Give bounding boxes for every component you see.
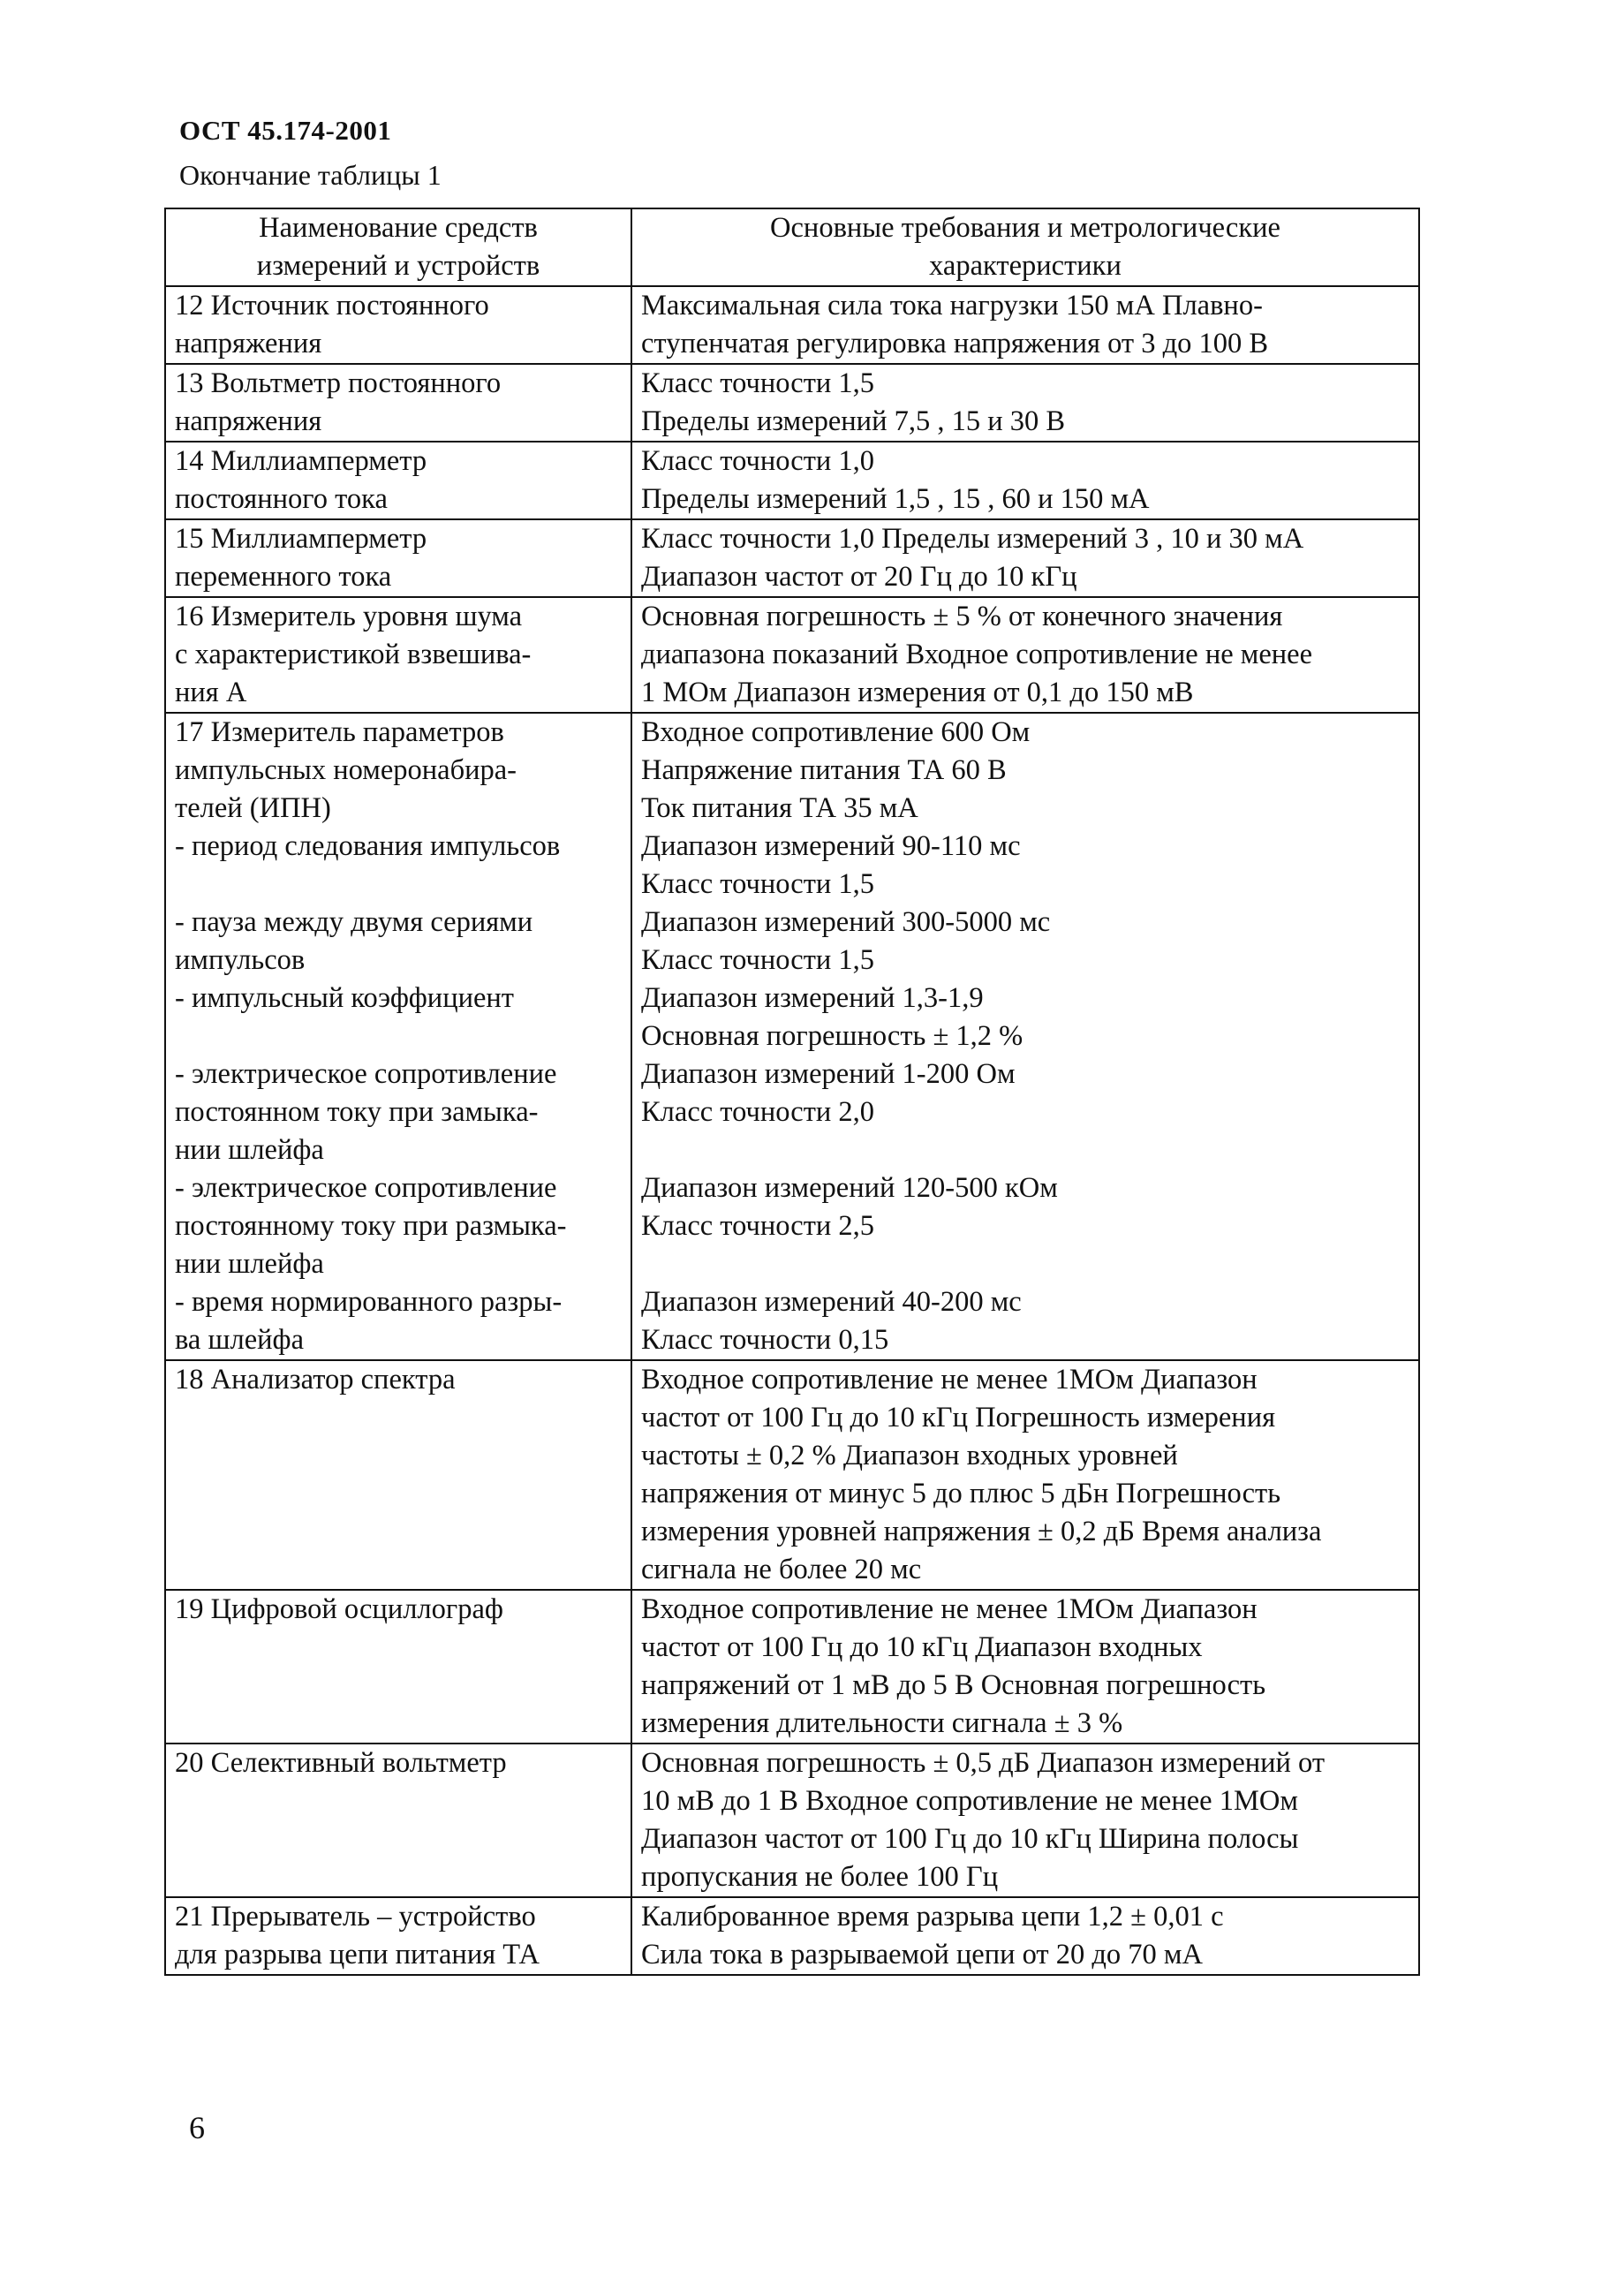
cell-line: 18 Анализатор спектра [175,1364,456,1396]
cell-line: Диапазон измерений 120-500 кОм [641,1172,1058,1204]
table-row [165,286,1419,364]
cell-line: напряжений от 1 мВ до 5 В Основная погрешность [641,1669,1266,1701]
cell-line: напряжения от минус 5 до плюс 5 дБн Погрешность [641,1478,1281,1509]
cell-line: 14 Миллиамперметр [175,445,427,477]
cell-line: - импульсный коэффициент [175,982,515,1014]
measurement-instruments-table [164,208,1420,1976]
cell-line: - пауза между двумя сериями [175,906,533,938]
cell-line: Диапазон измерений 1-200 Ом [641,1058,1016,1090]
cell-line: 17 Измеритель параметров [175,716,504,748]
document-code: ОСТ 45.174-2001 [179,115,392,146]
cell-line: Входное сопротивление не менее 1МОм Диапазон [641,1364,1258,1396]
cell-line: 10 мВ до 1 В Входное сопротивление не менее 1МОм [641,1785,1298,1817]
cell-line: Основная погрешность ± 1,2 % [641,1020,1023,1052]
cell-line: - время нормированного разры- [175,1286,563,1318]
instrument-name-cell [165,1897,631,1975]
page-number: 6 [189,2110,205,2145]
cell-line: Класс точности 1,0 Пределы измерений 3 , 10 и 30 мА [641,523,1304,555]
cell-line: характеристики [929,250,1122,282]
table-row [165,1897,1419,1975]
requirements-cell [631,519,1419,597]
cell-line: Максимальная сила тока нагрузки 150 мА Плавно- [641,290,1263,321]
cell-line: измерения уровней напряжения ± 0,2 дБ Время анализа [641,1516,1322,1547]
table-row [165,364,1419,442]
cell-line: диапазона показаний Входное сопротивление не менее [641,639,1313,670]
cell-line: частоты ± 0,2 % Диапазон входных уровней [641,1440,1178,1471]
cell-line: 15 Миллиамперметр [175,523,427,555]
cell-line: Пределы измерений 7,5 , 15 и 30 В [641,405,1066,437]
cell-line: Входное сопротивление не менее 1МОм Диапазон [641,1593,1258,1625]
cell-line: постоянному току при размыка- [175,1210,567,1242]
blank-line [175,866,622,904]
cell-line: Диапазон частот от 100 Гц до 10 кГц Ширина полосы [641,1823,1299,1855]
requirements-cell [631,442,1419,519]
cell-line: нии шлейфа [175,1248,324,1280]
cell-line: Ток питания ТА 35 мА [641,792,918,824]
instrument-name-cell [165,442,631,519]
header-requirements [631,208,1419,286]
cell-line: Класс точности 1,5 [641,868,875,900]
cell-line: ступенчатая регулировка напряжения от 3 до 100 В [641,328,1269,359]
requirements-cell [631,1590,1419,1744]
cell-line: Диапазон измерений 40-200 мс [641,1286,1022,1318]
table-body [165,286,1419,1975]
cell-line: импульсов [175,944,306,976]
cell-line: Класс точности 2,5 [641,1210,875,1242]
table-row [165,1360,1419,1590]
instrument-name-cell [165,519,631,597]
cell-line: постоянном току при замыка- [175,1096,539,1128]
cell-line: Наименование средств [259,212,538,244]
cell-line: телей (ИПН) [175,792,331,824]
cell-line: частот от 100 Гц до 10 кГц Погрешность измерения [641,1402,1276,1433]
cell-line: Основная погрешность ± 0,5 дБ Диапазон измерений от [641,1747,1326,1779]
requirements-cell [631,1360,1419,1590]
table-row [165,519,1419,597]
cell-line: Класс точности 1,5 [641,944,875,976]
requirements-cell [631,713,1419,1360]
instrument-name-cell [165,597,631,713]
cell-line: измерения длительности сигнала ± 3 % [641,1707,1123,1739]
blank-line [641,1245,1409,1283]
cell-line: Калиброванное время разрыва цепи 1,2 ± 0,01 с [641,1901,1224,1933]
cell-line: Диапазон измерений 90-110 мс [641,830,1021,862]
cell-line: Входное сопротивление 600 Ом [641,716,1031,748]
requirements-cell [631,597,1419,713]
cell-line: сигнала не более 20 мс [641,1554,922,1585]
cell-line: - электрическое сопротивление [175,1172,557,1204]
cell-line: Сила тока в разрываемой цепи от 20 до 70 мА [641,1939,1203,1971]
cell-line: 1 МОм Диапазон измерения от 0,1 до 150 мВ [641,677,1194,708]
header-instrument-name [165,208,631,286]
instrument-name-cell [165,1744,631,1897]
table-header-row [165,208,1419,286]
table-row [165,442,1419,519]
blank-line [175,1017,622,1055]
cell-line: - период следования импульсов [175,830,561,862]
requirements-cell [631,1897,1419,1975]
table-row [165,713,1419,1360]
cell-line: импульсных номеронабира- [175,754,517,786]
instrument-name-cell [165,286,631,364]
cell-line: напряжения [175,328,322,359]
requirements-cell [631,1744,1419,1897]
cell-line: нии шлейфа [175,1134,324,1166]
blank-line [641,1131,1409,1169]
table-row [165,1744,1419,1897]
cell-line: Класс точности 2,0 [641,1096,875,1128]
cell-line: Диапазон измерений 300-5000 мс [641,906,1051,938]
table-caption: Окончание таблицы 1 [179,159,442,191]
instrument-name-cell [165,1360,631,1590]
cell-line: Класс точности 0,15 [641,1324,889,1356]
cell-line: ва шлейфа [175,1324,305,1356]
cell-line: с характеристикой взвешива- [175,639,532,670]
table-row [165,1590,1419,1744]
cell-line: переменного тока [175,561,392,593]
cell-line: 21 Прерыватель – устройство [175,1901,536,1933]
instrument-name-cell [165,713,631,1360]
requirements-cell [631,364,1419,442]
table-row [165,597,1419,713]
cell-line: частот от 100 Гц до 10 кГц Диапазон входных [641,1631,1203,1663]
cell-line: пропускания не более 100 Гц [641,1861,999,1893]
requirements-cell [631,286,1419,364]
cell-line: Класс точности 1,5 [641,367,875,399]
cell-line: 16 Измеритель уровня шума [175,601,523,632]
cell-line: измерений и устройств [256,250,540,282]
cell-line: - электрическое сопротивление [175,1058,557,1090]
cell-line: ния А [175,677,247,708]
cell-line: Напряжение питания ТА 60 В [641,754,1007,786]
cell-line: Диапазон частот от 20 Гц до 10 кГц [641,561,1077,593]
cell-line: Пределы измерений 1,5 , 15 , 60 и 150 мА [641,483,1150,515]
instrument-name-cell [165,1590,631,1744]
cell-line: 13 Вольтметр постоянного [175,367,502,399]
cell-line: Диапазон измерений 1,3-1,9 [641,982,984,1014]
cell-line: 19 Цифровой осциллограф [175,1593,503,1625]
cell-line: 12 Источник постоянного [175,290,489,321]
cell-line: Класс точности 1,0 [641,445,875,477]
instrument-name-cell [165,364,631,442]
cell-line: напряжения [175,405,322,437]
cell-line: для разрыва цепи питания ТА [175,1939,540,1971]
cell-line: постоянного тока [175,483,388,515]
cell-line: 20 Селективный вольтметр [175,1747,507,1779]
cell-line: Основная погрешность ± 5 % от конечного значения [641,601,1283,632]
cell-line: Основные требования и метрологические [770,212,1280,244]
